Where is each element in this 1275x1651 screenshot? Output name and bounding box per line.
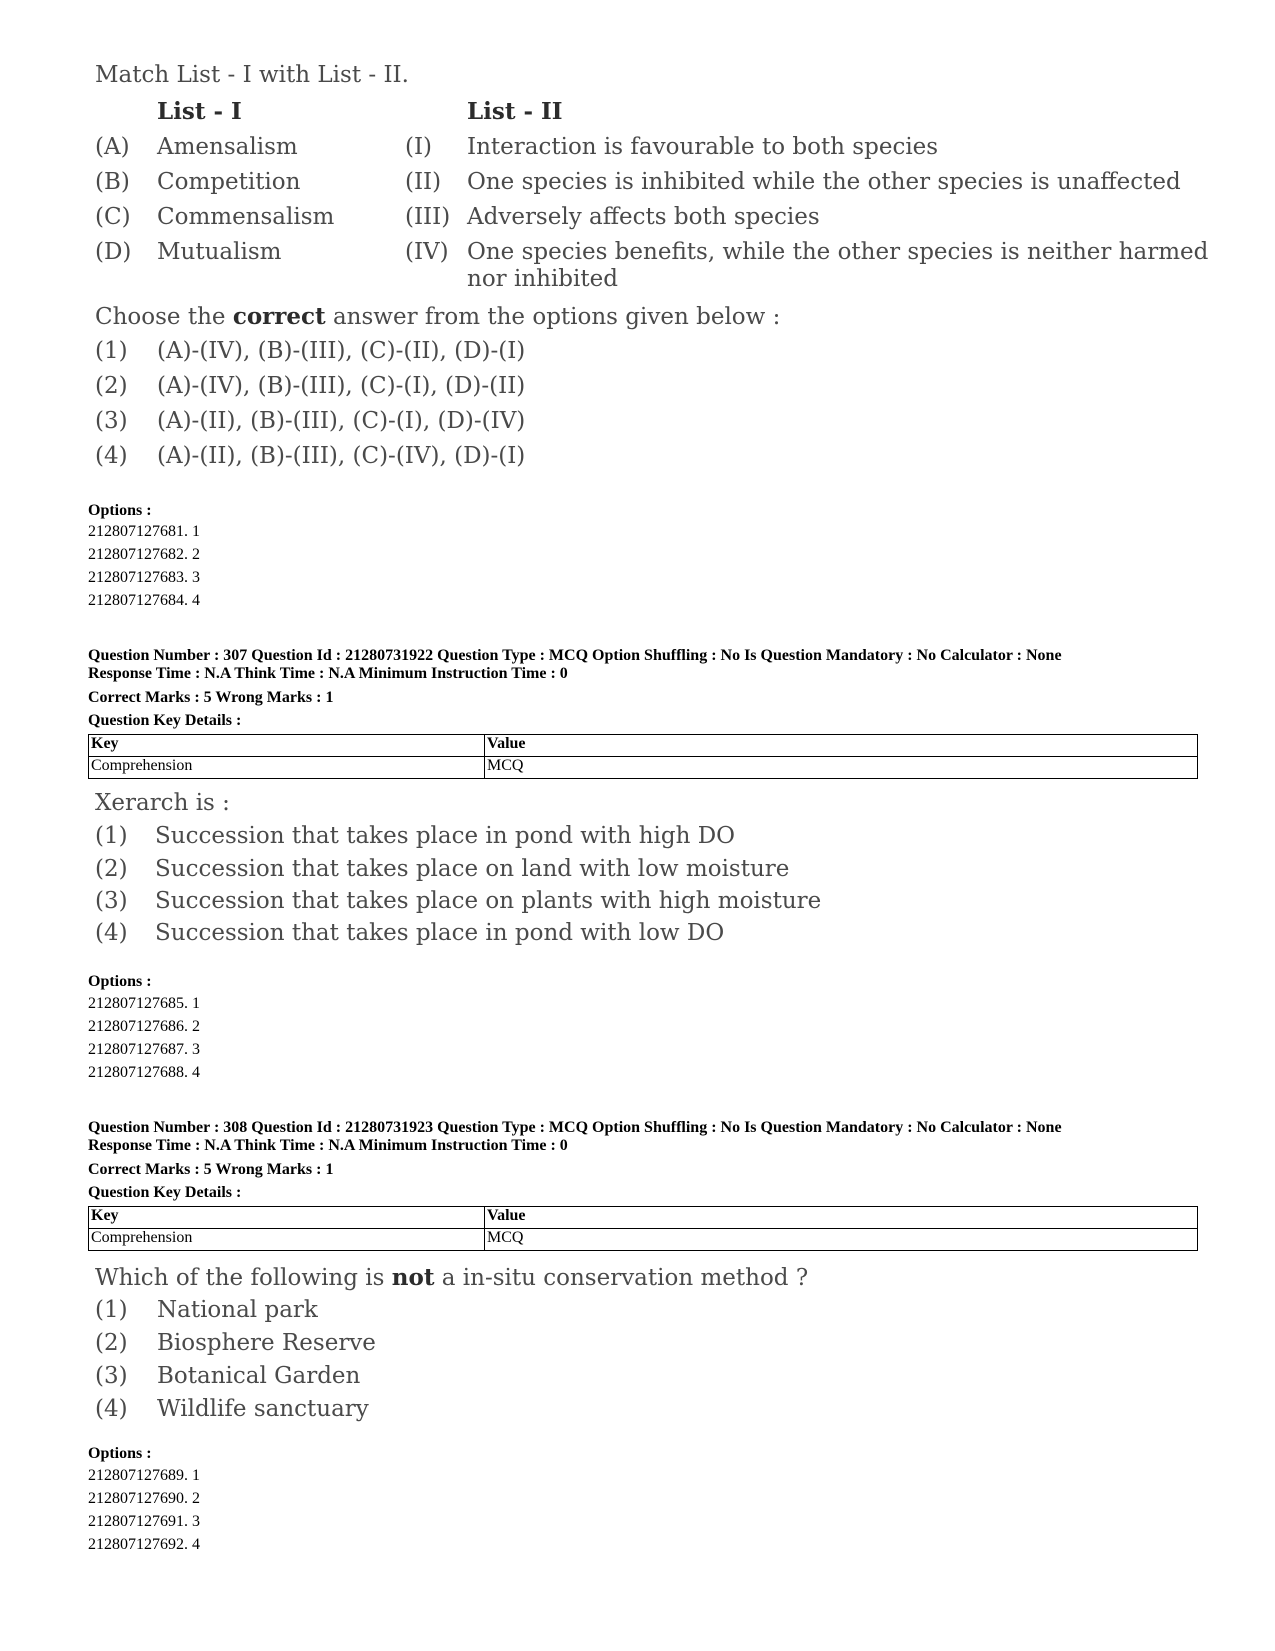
q307-question-image <box>95 790 1205 950</box>
q306-answer-num: (3) <box>95 408 128 434</box>
l2-label-iv: (IV) <box>405 239 449 265</box>
q307-answer-text: Succession that takes place on plants with high moisture <box>155 888 822 914</box>
q307-stem: Xerarch is : <box>95 790 230 816</box>
q306-answer-num: (4) <box>95 443 128 469</box>
table-cell-key: Comprehension <box>89 757 485 779</box>
q307-answer-text: Succession that takes place in pond with low DO <box>155 920 725 946</box>
option-id: 212807127685. 1 <box>88 995 200 1012</box>
q308-answer-text: Wildlife sanctuary <box>157 1396 369 1422</box>
q306-answer-num: (2) <box>95 373 128 399</box>
q307-answer-num: (3) <box>95 888 128 914</box>
l2-item-iii: Adversely affects both species <box>467 204 820 230</box>
l1-item-a: Amensalism <box>157 134 298 160</box>
table-cell-key: Comprehension <box>89 1229 485 1251</box>
option-id: 212807127683. 3 <box>88 569 200 586</box>
option-id: 212807127687. 3 <box>88 1041 200 1058</box>
q308-answer-num: (4) <box>95 1396 128 1422</box>
option-id: 212807127688. 4 <box>88 1064 200 1081</box>
q307-header-2: Response Time : N.A Think Time : N.A Minimum Instruction Time : 0 <box>88 665 568 682</box>
q306-question-image <box>95 62 1209 482</box>
q306-answer-text: (A)-(IV), (B)-(III), (C)-(II), (D)-(I) <box>157 338 526 364</box>
q307-answer-text: Succession that takes place on land with low moisture <box>155 856 790 882</box>
option-id: 212807127684. 4 <box>88 592 200 609</box>
table-header-value: Value <box>485 1207 1198 1229</box>
l1-label-c: (C) <box>95 204 131 230</box>
l1-label-a: (A) <box>95 134 130 160</box>
option-id: 212807127681. 1 <box>88 523 200 540</box>
q307-answer-num: (1) <box>95 823 128 849</box>
list1-heading: List - I <box>157 98 242 125</box>
option-id: 212807127690. 2 <box>88 1490 200 1507</box>
q308-key-table <box>88 1206 1198 1251</box>
q308-marks: Correct Marks : 5 Wrong Marks : 1 <box>88 1161 334 1178</box>
q306-instruction: Choose the correct answer from the options given below : <box>95 303 781 330</box>
l1-label-d: (D) <box>95 239 132 265</box>
q308-stem: Which of the following is not a in-situ conservation method ? <box>95 1264 809 1291</box>
l1-label-b: (B) <box>95 169 130 195</box>
option-id: 212807127689. 1 <box>88 1467 200 1484</box>
option-id: 212807127686. 2 <box>88 1018 200 1035</box>
q307-options-label: Options : <box>88 973 152 990</box>
q306-answer-num: (1) <box>95 338 128 364</box>
l2-item-ii: One species is inhibited while the other species is unaffected <box>467 169 1181 195</box>
q308-answer-num: (2) <box>95 1330 128 1356</box>
q308-answer-num: (3) <box>95 1363 128 1389</box>
l2-item-iv: One species benefits, while the other species is neither harmed <box>467 239 1209 265</box>
q306-answer-text: (A)-(II), (B)-(III), (C)-(IV), (D)-(I) <box>157 443 526 469</box>
l2-item-i: Interaction is favourable to both species <box>467 134 939 160</box>
q307-key-details-label: Question Key Details : <box>88 712 242 729</box>
q308-question-image <box>95 1264 1205 1429</box>
table-cell-value: MCQ <box>485 757 1198 779</box>
q307-answer-num: (2) <box>95 856 128 882</box>
q307-marks: Correct Marks : 5 Wrong Marks : 1 <box>88 689 334 706</box>
q308-header: Question Number : 308 Question Id : 21280731923 Question Type : MCQ Option Shuffling : No Is Question Mandatory : No Calculator : None <box>88 1119 1062 1136</box>
q306-options-label: Options : <box>88 502 152 519</box>
q307-answer-text: Succession that takes place in pond with high DO <box>155 823 736 849</box>
q307-answer-num: (4) <box>95 920 128 946</box>
table-header-key: Key <box>89 735 485 757</box>
list2-heading: List - II <box>467 98 563 125</box>
q308-answer-text: National park <box>157 1297 318 1323</box>
q308-answer-text: Botanical Garden <box>157 1363 361 1389</box>
q307-header: Question Number : 307 Question Id : 21280731922 Question Type : MCQ Option Shuffling : No Is Question Mandatory : No Calculator : None <box>88 647 1062 664</box>
l2-label-i: (I) <box>405 134 433 160</box>
q306-answer-text: (A)-(IV), (B)-(III), (C)-(I), (D)-(II) <box>157 373 526 399</box>
option-id: 212807127692. 4 <box>88 1536 200 1553</box>
option-id: 212807127682. 2 <box>88 546 200 563</box>
l1-item-c: Commensalism <box>157 204 335 230</box>
q308-header-2: Response Time : N.A Think Time : N.A Minimum Instruction Time : 0 <box>88 1137 568 1154</box>
q308-answer-text: Biosphere Reserve <box>157 1330 376 1356</box>
q308-options-label: Options : <box>88 1445 152 1462</box>
table-header-value: Value <box>485 735 1198 757</box>
q308-key-details-label: Question Key Details : <box>88 1184 242 1201</box>
q307-key-table <box>88 734 1198 779</box>
table-cell-value: MCQ <box>485 1229 1198 1251</box>
l1-item-d: Mutualism <box>157 239 282 265</box>
q308-answer-num: (1) <box>95 1297 128 1323</box>
q306-stem: Match List - I with List - II. <box>95 62 409 88</box>
q306-answer-text: (A)-(II), (B)-(III), (C)-(I), (D)-(IV) <box>157 408 526 434</box>
table-header-key: Key <box>89 1207 485 1229</box>
l1-item-b: Competition <box>157 169 301 195</box>
l2-label-iii: (III) <box>405 204 451 230</box>
l2-item-iv-cont: nor inhibited <box>467 266 618 292</box>
option-id: 212807127691. 3 <box>88 1513 200 1530</box>
l2-label-ii: (II) <box>405 169 442 195</box>
